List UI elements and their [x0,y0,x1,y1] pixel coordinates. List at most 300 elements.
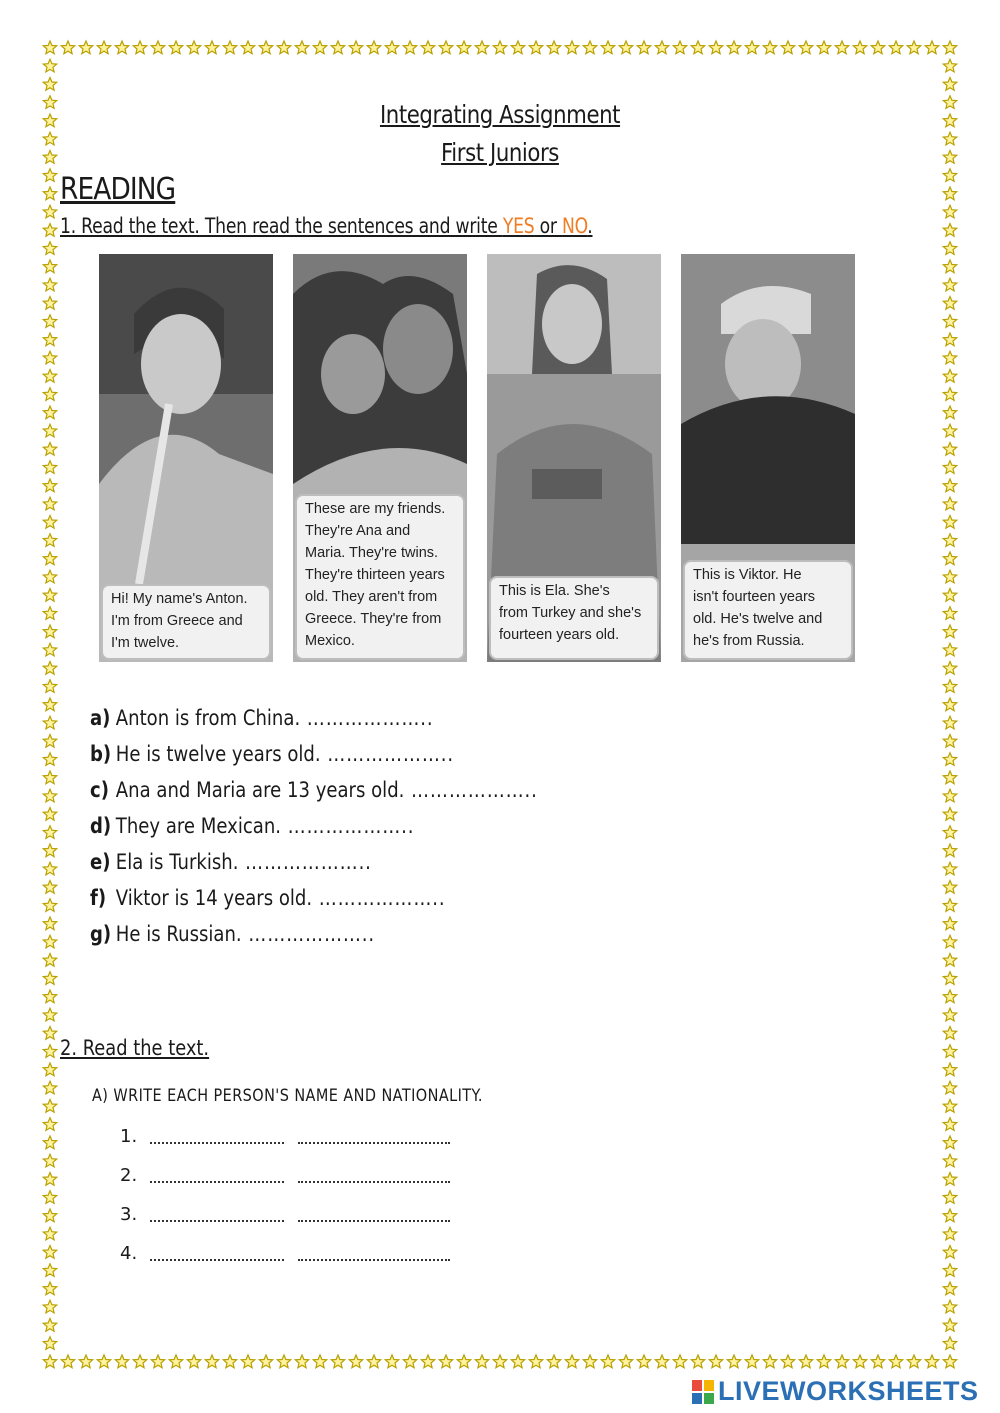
border-star-icon [277,41,290,54]
border-star-icon [79,1355,92,1368]
border-star-icon [943,278,956,291]
border-star-icon [43,1063,56,1076]
border-star-icon [709,1355,722,1368]
photo-ela [487,254,661,662]
border-star-icon [943,1008,956,1021]
border-star-icon [655,1355,668,1368]
border-star-icon [943,1227,956,1240]
question-item [90,706,572,736]
border-star-icon [43,917,56,930]
border-star-icon [943,844,956,857]
border-star-icon [43,516,56,529]
border-star-icon [943,1173,956,1186]
logo-text: LIVEWORKSHEETS [718,1376,979,1406]
border-star-icon [331,1355,344,1368]
border-star-icon [943,1063,956,1076]
border-star-icon [943,187,956,200]
border-star-icon [943,607,956,620]
border-star-icon [43,643,56,656]
border-star-icon [943,424,956,437]
border-star-icon [43,1045,56,1058]
no-word: NO [561,214,588,238]
border-star-icon [43,808,56,821]
border-star-icon [151,41,164,54]
caption-ela: This is Ela. She's from Turkey and she's fourteen years old. [489,576,659,660]
border-star-icon [439,41,452,54]
border-star-icon [97,1355,110,1368]
line-number: 2. [120,1165,138,1186]
border-star-icon [43,1264,56,1277]
border-star-icon [943,935,956,948]
border-star-icon [43,698,56,711]
border-star-icon [421,41,434,54]
line-number: 1. [120,1126,138,1147]
instruction-period: . [587,214,593,238]
border-star-icon [763,41,776,54]
border-star-icon [943,59,956,72]
border-star-icon [943,589,956,602]
border-star-icon [385,1355,398,1368]
border-star-icon [943,662,956,675]
border-star-icon [583,1355,596,1368]
border-star-icon [43,114,56,127]
border-star-icon [619,41,632,54]
border-star-icon [43,461,56,474]
border-star-icon [133,41,146,54]
answer-line [120,1204,450,1230]
border-star-icon [943,114,956,127]
border-star-icon [583,41,596,54]
border-star-icon [943,826,956,839]
name-blank[interactable] [150,1247,284,1261]
border-star-icon [439,1355,452,1368]
border-star-icon [943,680,956,693]
question-item [90,886,572,916]
border-star-icon [943,698,956,711]
photo-anton [99,254,273,662]
border-star-icon [187,1355,200,1368]
border-star-icon [169,1355,182,1368]
border-star-icon [529,41,542,54]
border-star-icon [43,132,56,145]
answer-line [120,1126,450,1152]
border-star-icon [385,41,398,54]
border-star-icon [43,570,56,583]
border-star-icon [871,1355,884,1368]
border-star-icon [943,1264,956,1277]
border-star-icon [943,1118,956,1131]
border-star-icon [853,1355,866,1368]
question-letter: a) [90,706,111,730]
border-star-icon [43,826,56,839]
border-star-icon [889,1355,902,1368]
question-item [90,778,572,808]
border-star-icon [943,625,956,638]
border-star-icon [403,1355,416,1368]
question-letter: g) [90,922,112,946]
border-star-icon [43,935,56,948]
border-star-icon [43,1355,56,1368]
border-star-icon [205,1355,218,1368]
border-star-icon [943,899,956,912]
border-star-icon [313,1355,326,1368]
border-star-icon [943,789,956,802]
border-star-icon [115,1355,128,1368]
liveworksheets-logo [692,1374,992,1408]
border-star-icon [493,41,506,54]
border-star-icon [943,351,956,364]
border-star-icon [943,1081,956,1094]
border-star-icon [43,1227,56,1240]
border-star-icon [943,260,956,273]
caption-anton: Hi! My name's Anton. I'm from Greece and I'm twelve. [101,584,271,660]
answer-line [120,1165,450,1191]
border-star-icon [43,388,56,401]
border-star-icon [943,1355,956,1368]
border-star-icon [277,1355,290,1368]
border-star-icon [943,1282,956,1295]
border-star-icon [799,41,812,54]
photo-viktor [681,254,855,662]
border-star-icon [43,899,56,912]
border-star-icon [223,1355,236,1368]
logo-mark-icon [692,1380,714,1404]
answer-blank[interactable]: ……………….. [320,742,454,766]
question-letter: b) [90,742,112,766]
question-text: Ela is Turkish. [115,850,239,874]
border-star-icon [799,1355,812,1368]
border-star-icon [313,41,326,54]
border-star-icon [43,789,56,802]
border-star-icon [925,41,938,54]
worksheet-subtitle: First Juniors [441,138,559,167]
border-star-icon [943,990,956,1003]
border-star-icon [943,1136,956,1149]
border-star-icon [367,41,380,54]
border-star-icon [547,1355,560,1368]
border-star-icon [475,1355,488,1368]
border-star-icon [817,1355,830,1368]
question-letter: e) [90,850,111,874]
question-letter: c) [90,778,109,802]
border-star-icon [943,224,956,237]
border-star-icon [43,78,56,91]
border-star-icon [43,680,56,693]
border-star-icon [943,333,956,346]
question-text: They are Mexican. [115,814,282,838]
border-star-icon [637,1355,650,1368]
border-star-icon [943,570,956,583]
border-star-icon [943,479,956,492]
border-star-icon [943,370,956,383]
nationality-blank[interactable] [298,1247,450,1261]
border-star-icon [43,59,56,72]
border-star-icon [547,41,560,54]
border-star-icon [691,1355,704,1368]
border-star-icon [601,41,614,54]
border-star-icon [43,589,56,602]
border-star-icon [241,1355,254,1368]
border-star-icon [43,151,56,164]
border-star-icon [223,41,236,54]
question-text: Viktor is 14 years old. [115,886,313,910]
border-star-icon [943,497,956,510]
border-star-icon [43,260,56,273]
border-star-icon [43,1154,56,1167]
border-star-icon [43,1100,56,1113]
border-star-icon [655,41,668,54]
border-star-icon [511,41,524,54]
border-star-icon [43,297,56,310]
border-star-icon [745,41,758,54]
border-star-icon [43,607,56,620]
border-star-icon [943,1209,956,1222]
border-star-icon [511,1355,524,1368]
answer-blank[interactable]: ……………….. [281,814,415,838]
line-number: 3. [120,1204,138,1225]
border-star-icon [493,1355,506,1368]
border-star-icon [43,771,56,784]
border-star-icon [43,1282,56,1295]
border-star-icon [727,41,740,54]
border-star-icon [169,41,182,54]
border-star-icon [943,1100,956,1113]
border-star-icon [43,1008,56,1021]
border-star-icon [43,315,56,328]
border-star-icon [43,753,56,766]
border-star-icon [43,497,56,510]
question-letter: d) [90,814,112,838]
border-star-icon [43,242,56,255]
border-star-icon [43,1337,56,1350]
border-star-icon [43,735,56,748]
border-star-icon [151,1355,164,1368]
border-star-icon [457,1355,470,1368]
border-star-icon [943,406,956,419]
border-star-icon [403,41,416,54]
section-heading: READING [60,172,176,207]
question-item [90,922,572,952]
border-star-icon [43,990,56,1003]
border-star-icon [349,1355,362,1368]
border-star-icon [295,41,308,54]
border-star-icon [781,41,794,54]
border-star-icon [295,1355,308,1368]
border-star-icon [943,1045,956,1058]
answer-blank[interactable]: ……………….. [241,922,376,946]
border-star-icon [259,1355,272,1368]
border-star-icon [943,151,956,164]
border-star-icon [943,297,956,310]
border-star-icon [349,41,362,54]
task-a-instruction: A) WRITE EACH PERSON'S NAME AND NATIONALITY. [92,1086,483,1106]
question-item [90,850,572,880]
border-star-icon [43,224,56,237]
border-star-icon [907,41,920,54]
border-star-icon [43,1027,56,1040]
border-star-icon [187,41,200,54]
border-star-icon [43,1319,56,1332]
border-star-icon [601,1355,614,1368]
caption-viktor: This is Viktor. He isn't fourteen years old. He's twelve and he's from Russia. [683,560,853,660]
answer-blank[interactable]: ……………….. [404,778,538,802]
border-star-icon [43,1081,56,1094]
question-letter: f) [90,886,107,910]
border-star-icon [943,78,956,91]
border-star-icon [475,41,488,54]
border-star-icon [781,1355,794,1368]
border-star-icon [529,1355,542,1368]
border-star-icon [43,1118,56,1131]
border-star-icon [43,169,56,182]
border-star-icon [43,41,56,54]
photo-ana-maria [293,254,467,662]
border-star-icon [367,1355,380,1368]
border-star-icon [943,1319,956,1332]
nationality-blank[interactable] [298,1208,450,1222]
border-star-icon [943,1246,956,1259]
border-star-icon [43,972,56,985]
border-star-icon [943,862,956,875]
name-blank[interactable] [150,1169,284,1183]
border-star-icon [943,205,956,218]
name-blank[interactable] [150,1130,284,1144]
border-star-icon [943,1027,956,1040]
border-star-icon [43,534,56,547]
border-star-icon [943,516,956,529]
border-star-icon [43,716,56,729]
border-star-icon [457,41,470,54]
answer-blank[interactable]: ……………….. [312,886,446,910]
exercise-2-instruction: 2. Read the text. [60,1036,210,1060]
border-star-icon [43,844,56,857]
line-number: 4. [120,1243,138,1264]
border-star-icon [43,862,56,875]
border-star-icon [943,388,956,401]
border-star-icon [43,278,56,291]
question-text: Anton is from China. [115,706,301,730]
border-star-icon [43,881,56,894]
border-star-icon [835,1355,848,1368]
border-star-icon [637,41,650,54]
border-star-icon [61,41,74,54]
border-star-icon [943,735,956,748]
border-star-icon [43,479,56,492]
border-star-icon [43,662,56,675]
answer-blank[interactable]: ……………….. [300,706,434,730]
border-star-icon [943,242,956,255]
answer-blank[interactable]: ……………….. [238,850,372,874]
border-star-icon [331,41,344,54]
border-star-icon [97,41,110,54]
border-star-icon [565,1355,578,1368]
border-star-icon [943,716,956,729]
border-star-icon [205,41,218,54]
question-item [90,814,572,844]
or-word: or [534,214,562,238]
border-star-icon [43,424,56,437]
border-star-icon [817,41,830,54]
nationality-blank[interactable] [298,1130,450,1144]
caption-ana-maria: These are my friends. They're Ana and Maria. They're twins. They're thirteen years old. They aren't from Greece. They're from Mexico. [295,494,465,660]
border-star-icon [43,96,56,109]
border-star-icon [943,132,956,145]
border-star-icon [745,1355,758,1368]
border-star-icon [259,41,272,54]
border-star-icon [943,771,956,784]
border-star-icon [871,41,884,54]
border-star-icon [943,443,956,456]
border-star-icon [925,1355,938,1368]
exercise-1-instruction [60,214,592,238]
border-star-icon [241,41,254,54]
border-star-icon [943,1191,956,1204]
border-star-icon [691,41,704,54]
border-star-icon [943,1154,956,1167]
border-star-icon [619,1355,632,1368]
border-star-icon [943,1337,956,1350]
border-star-icon [943,552,956,565]
border-star-icon [43,625,56,638]
border-star-icon [943,461,956,474]
border-star-icon [43,954,56,967]
border-star-icon [943,169,956,182]
question-item [90,742,572,772]
border-star-icon [79,41,92,54]
border-star-icon [61,1355,74,1368]
border-star-icon [43,1300,56,1313]
worksheet-title: Integrating Assignment [379,100,621,129]
border-star-icon [943,534,956,547]
nationality-blank[interactable] [298,1169,450,1183]
border-star-icon [133,1355,146,1368]
border-star-icon [943,643,956,656]
border-star-icon [943,808,956,821]
border-star-icon [43,205,56,218]
border-star-icon [421,1355,434,1368]
border-star-icon [763,1355,776,1368]
border-star-icon [43,406,56,419]
yes-word: YES [502,214,535,238]
border-star-icon [853,41,866,54]
border-star-icon [727,1355,740,1368]
question-text: Ana and Maria are 13 years old. [115,778,405,802]
border-star-icon [943,954,956,967]
name-blank[interactable] [150,1208,284,1222]
border-star-icon [43,1173,56,1186]
border-star-icon [673,1355,686,1368]
border-star-icon [43,370,56,383]
answer-line [120,1243,450,1269]
border-star-icon [943,753,956,766]
border-star-icon [673,41,686,54]
border-star-icon [709,41,722,54]
question-text: He is twelve years old. [115,742,321,766]
border-star-icon [943,881,956,894]
border-star-icon [835,41,848,54]
border-star-icon [943,972,956,985]
border-star-icon [43,443,56,456]
question-text: He is Russian. [115,922,242,946]
border-star-icon [115,41,128,54]
border-star-icon [907,1355,920,1368]
border-star-icon [889,41,902,54]
border-star-icon [43,333,56,346]
border-star-icon [43,1246,56,1259]
border-star-icon [43,187,56,200]
border-star-icon [565,41,578,54]
border-star-icon [43,351,56,364]
